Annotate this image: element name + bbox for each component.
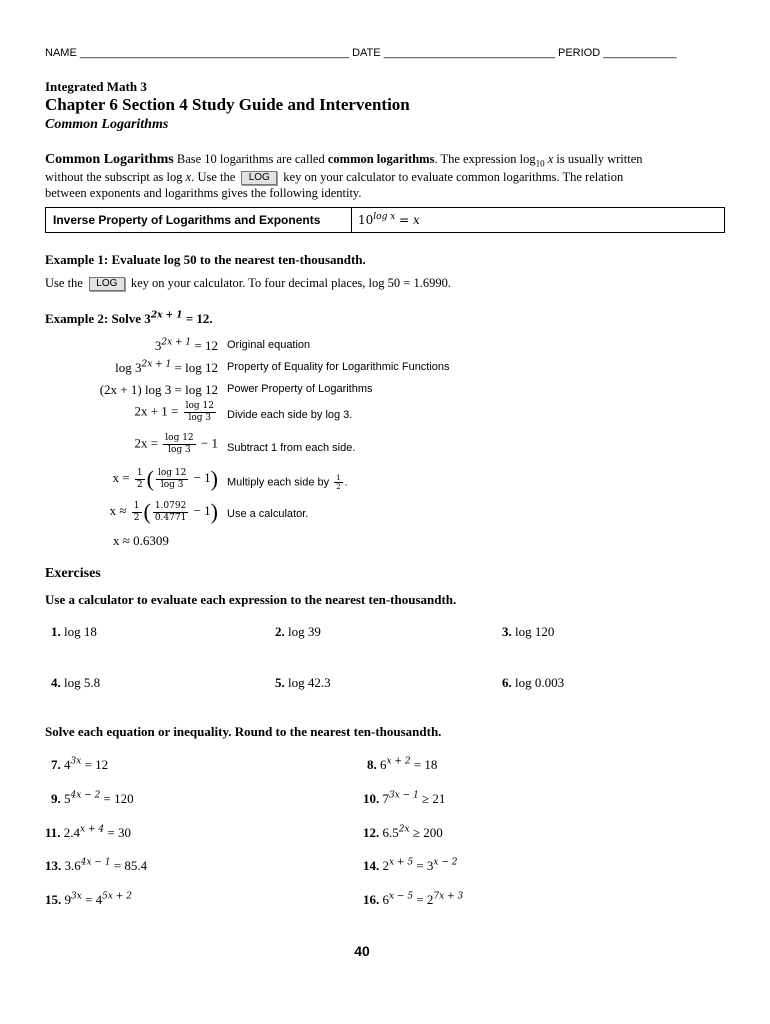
exercise-5: 5. log 42.3 [275,675,331,690]
log-key-icon: LOG [241,171,277,185]
step-4-note: Divide each side by log 3. [227,409,353,421]
log-key-icon: LOG [89,277,125,291]
page-title: Chapter 6 Section 4 Study Guide and Intervention [45,95,410,114]
formula-exp: log x [373,212,396,222]
exercise-1: 1. log 18 [51,624,97,639]
example1-heading: Example 1: Evaluate log 50 to the nearest ten-thousandth. [45,252,366,267]
exercise-14: 14. $2^{x + 5} = 3^{x - 2}$ [363,857,458,873]
exercise-4: 4. log 5.8 [51,675,101,690]
example2-heading-exp: 2x + 1 [150,310,183,321]
fraction: $\frac{\log 12}{\log 3}$ [165,433,194,455]
intro-var: x [185,169,192,184]
intro-line-2 [45,169,735,186]
fraction: $\frac{1}{2}$ [336,474,341,491]
fraction: $\frac{\log 12}{\log 3}$ [185,401,214,423]
exercises-instruction-2: Solve each equation or inequality. Round to the nearest ten-thousandth. [45,724,442,739]
example2-heading-pre: Example 2: Solve 3 [45,311,151,326]
intro-text: without the subscript as log [45,169,183,184]
step-7-note: Use a calculator. [227,508,309,520]
step-3-equation: (2x + 1) log 3 = log 12 [99,382,218,397]
page-subtitle: Common Logarithms [45,117,169,132]
exercise-3: 3. log 120 [502,624,555,639]
example1-pre: Use the [45,276,83,290]
exercise-6: 6. log 0.003 [502,675,565,690]
property-label: Inverse Property of Logarithms and Exponents [53,213,321,227]
step-1-equation: $3^{2x + 1} = 12$ [154,337,218,353]
property-divider [351,208,352,232]
intro-term: common logarithms [327,152,435,166]
intro-line-3: between exponents and logarithms gives the following identity. [45,186,362,200]
example1-post: key on your calculator. To four decimal places, log 50 = 1.6990. [130,276,451,290]
step-5-note: Subtract 1 from each side. [227,442,356,454]
fraction: $\frac{\log 12}{\log 3}$ [157,467,187,490]
intro-var: x [547,152,554,166]
intro-line-1 [45,151,735,169]
exercises-heading: Exercises [45,566,101,581]
step-2-note: Property of Equality for Logarithmic Functions [227,361,450,373]
exercises-instruction-1: Use a calculator to evaluate each expression to the nearest ten-thousandth. [45,592,457,607]
step-6-note: Multiply each side by $\frac{1}{2}$ . [227,474,348,491]
intro-text: key on your calculator to evaluate common logarithms. The relation [283,169,624,184]
example2-heading-post: = 12. [182,311,213,326]
step-5-equation: 2x = $\frac{\log 12}{\log 3}$ − 1 [134,433,218,455]
example1-text [45,276,451,291]
exercise-9: 9. $5^{4x - 2} = 120$ [51,790,134,806]
property-formula [358,213,420,227]
step-2-equation: $\log 3^{2x + 1} = \log 12$ [115,359,218,375]
exercise-11: 11. $2.4^{x + 4} = 30$ [45,824,131,840]
intro-text: . Use the [191,169,236,184]
step-7-equation: x ≈ $\frac{1}{2}$ ( $\frac{1.0792}{0.4771}$ − 1) [109,499,218,524]
intro-text: is usually written [556,152,643,166]
intro-paragraph [45,151,735,202]
step-4-equation: 2x + 1 = $\frac{\log 12}{\log 3}$ [134,401,214,423]
formula-base: 10 [358,213,374,227]
intro-text: Base 10 logarithms are called [176,152,325,166]
name-date-period-line: NAME ____________________________________________ DATE ____________________________ PERIOD ____________ [45,47,677,59]
step-1-note: Original equation [227,339,311,351]
intro-heading: Common Logarithms [45,152,174,167]
fraction: $\frac{1.0792}{0.4771}$ [154,500,187,523]
page-number: 40 [354,943,370,959]
intro-text: . The expression log [434,152,536,166]
step-8-equation: x ≈ 0.6309 [113,533,169,548]
exercise-12: 12. $6.5^{2x} \ge 200$ [363,824,443,840]
exercise-15: 15. $9^{3x} = 4^{5x + 2}$ [45,891,132,907]
fraction: $\frac{1}{2}$ [133,500,140,523]
course-label: Integrated Math 3 [45,79,147,94]
fraction: $\frac{1}{2}$ [136,467,143,490]
exercise-13: 13. $3.6^{4x - 1} = 85.4$ [45,857,148,873]
step-3-note: Power Property of Logarithms [227,383,373,395]
intro-base: 10 [535,158,545,169]
step-6-equation: x = $\frac{1}{2}$ ( $\frac{\log 12}{\log 3}$ − 1) [112,466,218,491]
exercise-2: 2. log 39 [275,624,321,639]
exercise-7: 7. $4^{3x} = 12$ [51,756,109,772]
exercise-16: 16. $6^{x - 5} = 2^{7x + 3}$ [363,891,464,907]
formula-rhs: = x [395,213,420,227]
exercise-10: 10. $7^{3x - 1} \ge 21$ [363,790,446,806]
example2-heading [45,311,213,327]
property-box [45,207,725,233]
exercise-8: 8. $6^{x + 2} = 18$ [367,756,438,772]
